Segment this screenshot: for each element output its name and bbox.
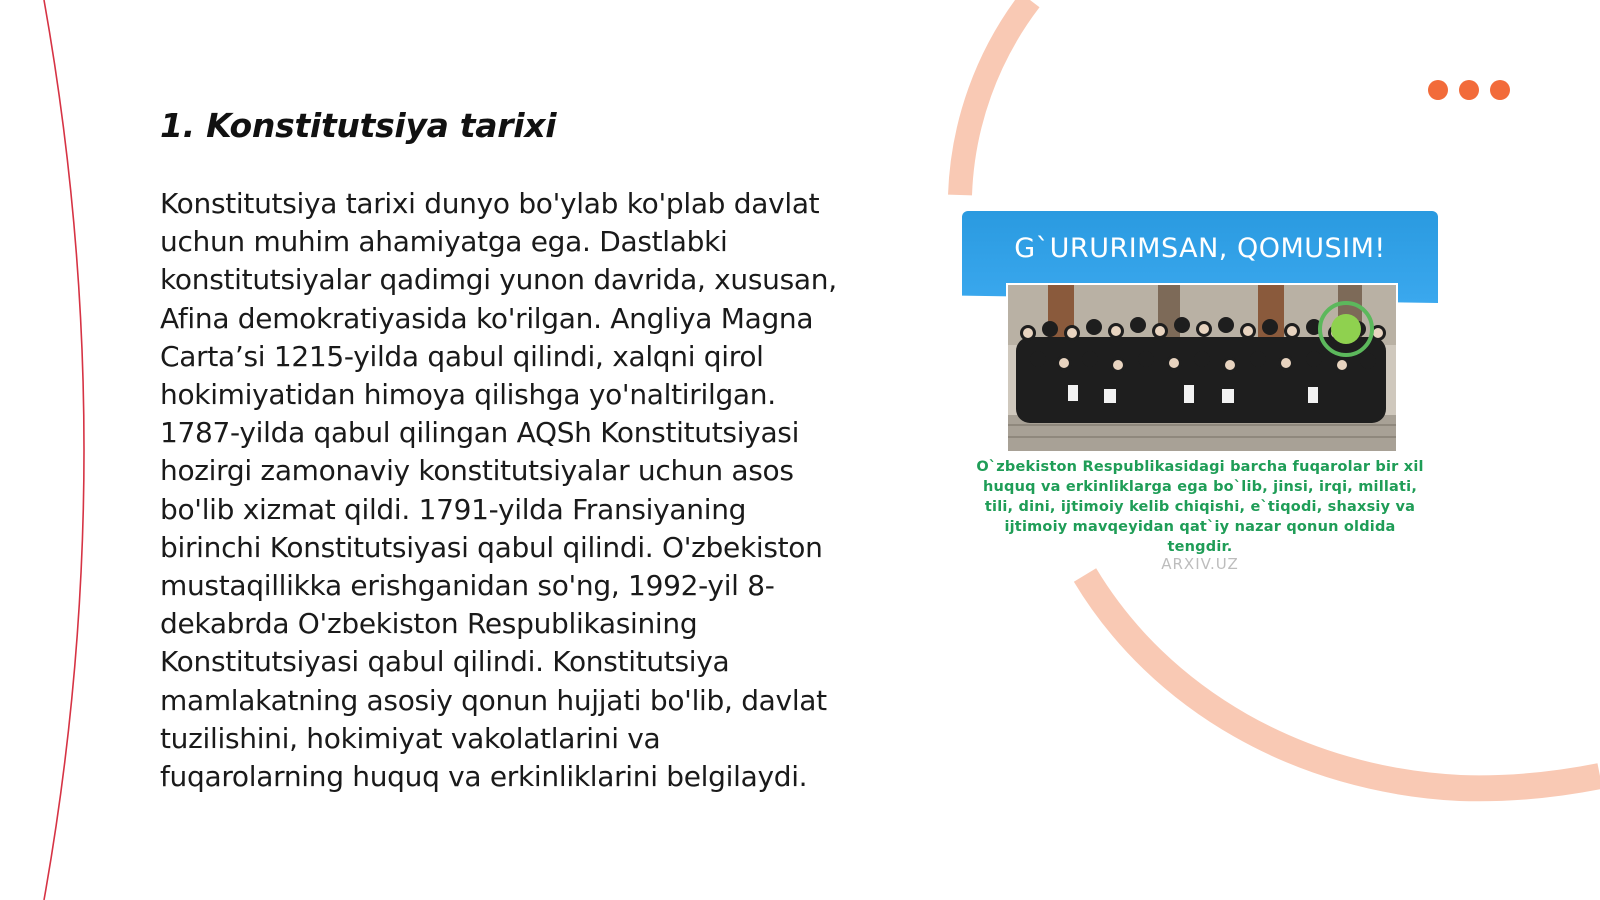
group-photo-illustration: [1008, 285, 1396, 451]
group-photo: [1006, 283, 1398, 453]
slide-body-text: Konstitutsiya tarixi dunyo bo'ylab ko'plab davlat uchun muhim ahamiyatga ega. Dastlabki konstitutsiyalar qadimgi yunon davrida, xususan, Afina demokratiyasida ko'rilgan. Angliya Magna Carta’si 1215-yilda qabul qilindi, xalqni qirol hokimiyatidan himoya qilishga yo'naltirilgan. 1787-yilda qabul qilingan AQSh Konstitutsiyasi hozirgi zamonaviy konstitutsiyalar uchun asos bo'lib xizmat qildi. 1791-yilda Fransiyaning birinchi Konstitutsiyasi qabul qilindi. O'zbekiston mustaqillikka erishganidan so'ng, 1992-yil 8-dekabrda O'zbekiston Respublikasining Konstitutsiyasi qabul qilindi. Konstitutsiya mamlakatning asosiy qonun hujjati bo'lib, davlat tuzilishini, hokimiyat vakolatlarini va fuqarolarning huquq va erkinliklarini belgilaydi.: [160, 187, 837, 794]
poster-caption: O`zbekiston Respublikasidagi barcha fuqarolar bir xil huquq va erkinliklarga ega bo`lib, jinsi, irqi, millati, tili, dini, ijtimoiy kelib chiqishi, e`tiqodi, shaxsiy va ijtimoiy mavqeyidan qat`iy nazar qonun oldida tengdir.: [976, 459, 1424, 555]
slide-title: 1. Konstitutsiya tarixi: [160, 106, 557, 145]
dot-icon: [1428, 80, 1448, 100]
left-curve-line: [44, 0, 84, 900]
dot-icon: [1459, 80, 1479, 100]
poster-heading: G`URURIMSAN, QOMUSIM!: [1014, 233, 1386, 264]
poster-watermark: ARXIV.UZ: [1161, 555, 1239, 573]
orange-arc-top: [960, 0, 1030, 195]
constitution-poster-image: [962, 211, 1438, 573]
orange-arc-bottom: [1085, 575, 1600, 788]
dot-icon: [1490, 80, 1510, 100]
more-dots-icon: [1428, 80, 1510, 100]
